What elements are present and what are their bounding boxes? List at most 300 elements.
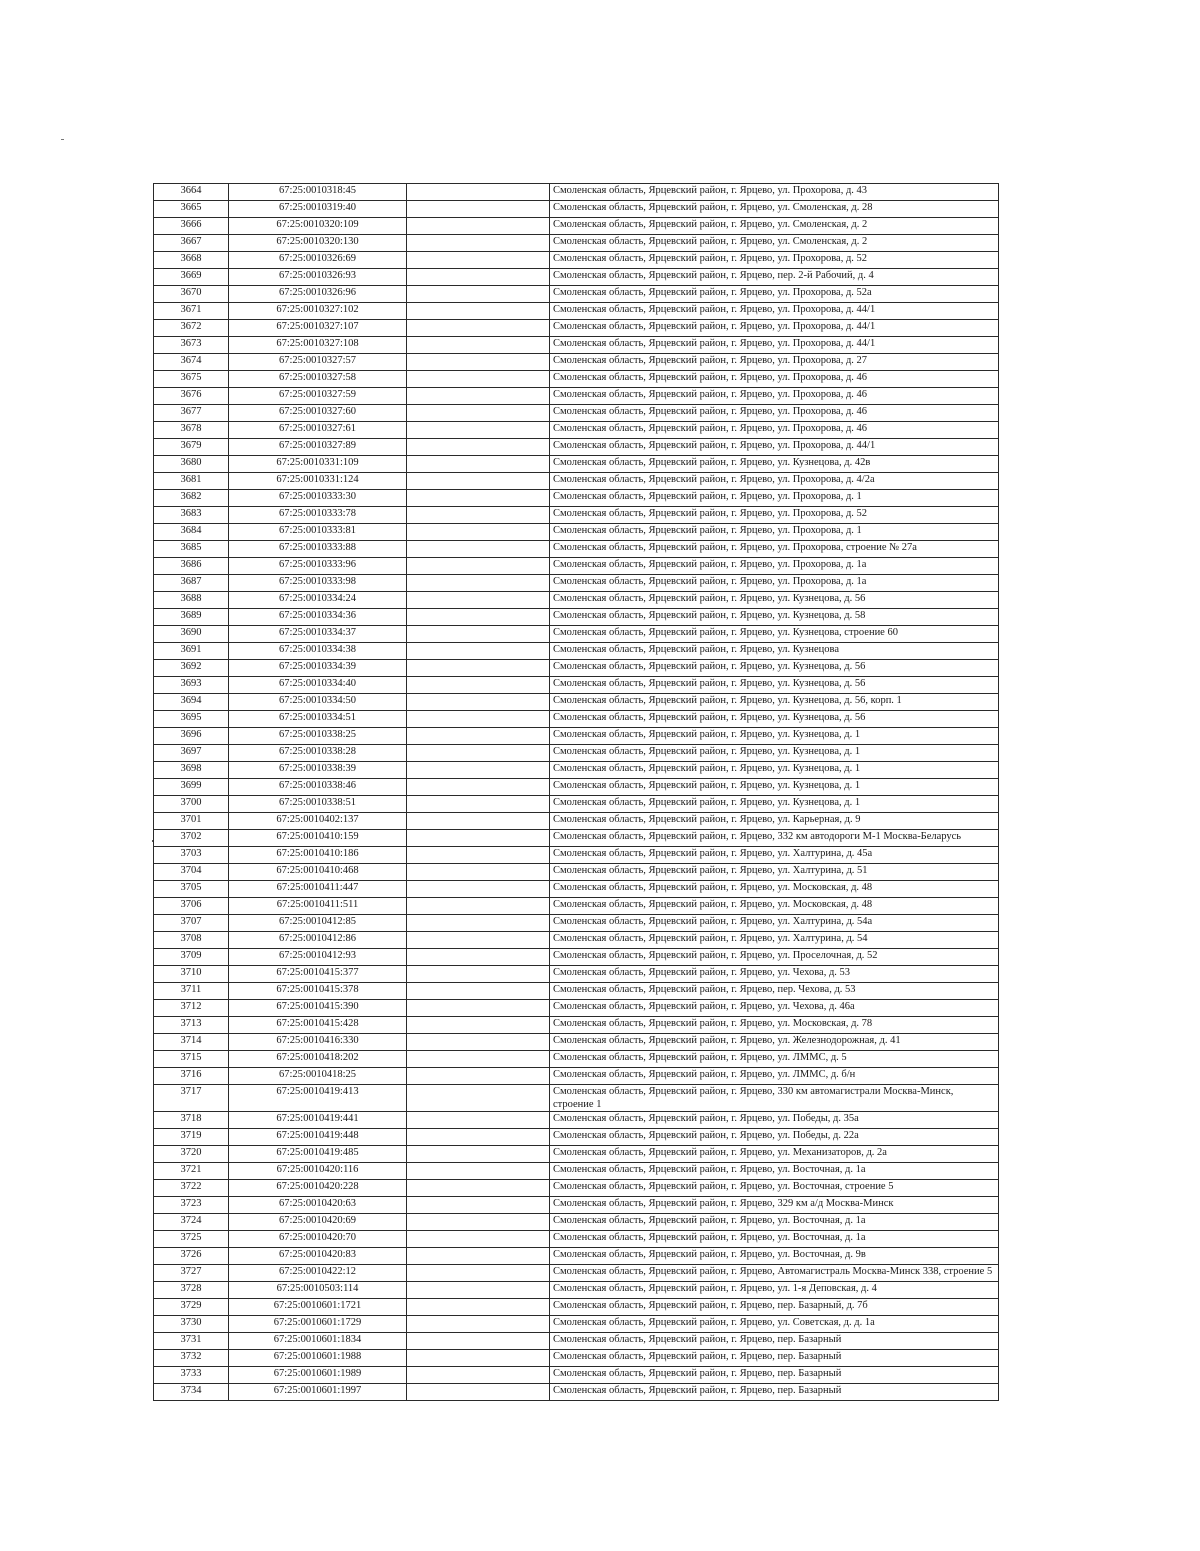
empty-cell xyxy=(407,490,550,507)
cadastral-number-cell: 67:25:0010420:116 xyxy=(229,1163,407,1180)
address-cell: Смоленская область, Ярцевский район, г. Ярцево, ул. Восточная, д. 1а xyxy=(550,1231,999,1248)
empty-cell xyxy=(407,932,550,949)
address-cell: Смоленская область, Ярцевский район, г. Ярцево, ул. Прохорова, д. 52 xyxy=(550,507,999,524)
table-row xyxy=(154,762,999,779)
row-number-cell: 3717 xyxy=(154,1085,229,1112)
empty-cell xyxy=(407,405,550,422)
cadastral-number-cell: 67:25:0010334:39 xyxy=(229,660,407,677)
empty-cell xyxy=(407,677,550,694)
table-row xyxy=(154,507,999,524)
table-row xyxy=(154,1367,999,1384)
table-row xyxy=(154,1068,999,1085)
address-cell: Смоленская область, Ярцевский район, г. Ярцево, ул. Прохорова, д. 46 xyxy=(550,371,999,388)
cadastral-number-cell: 67:25:0010333:78 xyxy=(229,507,407,524)
empty-cell xyxy=(407,1197,550,1214)
address-cell: Смоленская область, Ярцевский район, г. Ярцево, ул. Прохорова, д. 46 xyxy=(550,405,999,422)
cadastral-number-cell: 67:25:0010326:93 xyxy=(229,269,407,286)
table-row xyxy=(154,915,999,932)
cadastral-number-cell: 67:25:0010601:1729 xyxy=(229,1316,407,1333)
row-number-cell: 3698 xyxy=(154,762,229,779)
empty-cell xyxy=(407,1231,550,1248)
row-number-cell: 3669 xyxy=(154,269,229,286)
cadastral-number-cell: 67:25:0010327:57 xyxy=(229,354,407,371)
cadastral-number-cell: 67:25:0010333:98 xyxy=(229,575,407,592)
cadastral-number-cell: 67:25:0010327:61 xyxy=(229,422,407,439)
address-cell: Смоленская область, Ярцевский район, г. Ярцево, ул. Кузнецова, д. 56 xyxy=(550,711,999,728)
address-cell: Смоленская область, Ярцевский район, г. Ярцево, ул. Московская, д. 78 xyxy=(550,1017,999,1034)
address-cell: Смоленская область, Ярцевский район, г. Ярцево, пер. Базарный xyxy=(550,1384,999,1401)
table-row xyxy=(154,303,999,320)
empty-cell xyxy=(407,422,550,439)
table-row xyxy=(154,830,999,847)
table-row xyxy=(154,796,999,813)
cadastral-number-cell: 67:25:0010419:485 xyxy=(229,1146,407,1163)
empty-cell xyxy=(407,1384,550,1401)
row-number-cell: 3665 xyxy=(154,201,229,218)
address-cell: Смоленская область, Ярцевский район, г. Ярцево, ул. Прохорова, д. 1а xyxy=(550,558,999,575)
row-number-cell: 3689 xyxy=(154,609,229,626)
table-row xyxy=(154,677,999,694)
cadastral-number-cell: 67:25:0010334:38 xyxy=(229,643,407,660)
empty-cell xyxy=(407,1163,550,1180)
cadastral-number-cell: 67:25:0010331:109 xyxy=(229,456,407,473)
cadastral-number-cell: 67:25:0010318:45 xyxy=(229,184,407,201)
address-cell: Смоленская область, Ярцевский район, г. Ярцево, ул. Прохорова, д. 46 xyxy=(550,422,999,439)
address-cell: Смоленская область, Ярцевский район, г. Ярцево, 329 км а/д Москва-Минск xyxy=(550,1197,999,1214)
address-cell: Смоленская область, Ярцевский район, г. Ярцево, ул. Кузнецова, д. 1 xyxy=(550,796,999,813)
table-row xyxy=(154,490,999,507)
empty-cell xyxy=(407,983,550,1000)
empty-cell xyxy=(407,745,550,762)
address-cell: Смоленская область, Ярцевский район, г. Ярцево, ул. Восточная, д. 1а xyxy=(550,1214,999,1231)
address-cell: Смоленская область, Ярцевский район, г. Ярцево, ул. Кузнецова, д. 1 xyxy=(550,745,999,762)
empty-cell xyxy=(407,762,550,779)
table-row xyxy=(154,1051,999,1068)
address-cell: Смоленская область, Ярцевский район, г. Ярцево, ул. ЛММС, д. 5 xyxy=(550,1051,999,1068)
cadastral-number-cell: 67:25:0010338:28 xyxy=(229,745,407,762)
address-cell: Смоленская область, Ярцевский район, г. Ярцево, ул. Кузнецова, д. 56 xyxy=(550,677,999,694)
row-number-cell: 3704 xyxy=(154,864,229,881)
empty-cell xyxy=(407,286,550,303)
row-number-cell: 3676 xyxy=(154,388,229,405)
empty-cell xyxy=(407,252,550,269)
cadastral-number-cell: 67:25:0010503:114 xyxy=(229,1282,407,1299)
table-row xyxy=(154,1384,999,1401)
cadastral-number-cell: 67:25:0010334:51 xyxy=(229,711,407,728)
address-cell: Смоленская область, Ярцевский район, г. Ярцево, ул. Кузнецова, строение 60 xyxy=(550,626,999,643)
cadastral-number-cell: 67:25:0010416:330 xyxy=(229,1034,407,1051)
address-cell: Смоленская область, Ярцевский район, г. Ярцево, ул. Победы, д. 22а xyxy=(550,1129,999,1146)
address-cell: Смоленская область, Ярцевский район, г. Ярцево, ул. Механизаторов, д. 2а xyxy=(550,1146,999,1163)
row-number-cell: 3706 xyxy=(154,898,229,915)
row-number-cell: 3731 xyxy=(154,1333,229,1350)
table-body xyxy=(154,184,999,1401)
row-number-cell: 3712 xyxy=(154,1000,229,1017)
cadastral-number-cell: 67:25:0010327:60 xyxy=(229,405,407,422)
address-cell: Смоленская область, Ярцевский район, г. Ярцево, ул. Смоленская, д. 28 xyxy=(550,201,999,218)
address-cell: Смоленская область, Ярцевский район, г. Ярцево, ул. Смоленская, д. 2 xyxy=(550,218,999,235)
empty-cell xyxy=(407,915,550,932)
row-number-cell: 3722 xyxy=(154,1180,229,1197)
address-cell: Смоленская область, Ярцевский район, г. Ярцево, ул. Восточная, д. 1а xyxy=(550,1163,999,1180)
address-cell: Смоленская область, Ярцевский район, г. Ярцево, ул. Прохорова, д. 52а xyxy=(550,286,999,303)
cadastral-number-cell: 67:25:0010333:96 xyxy=(229,558,407,575)
row-number-cell: 3710 xyxy=(154,966,229,983)
cadastral-number-cell: 67:25:0010338:39 xyxy=(229,762,407,779)
row-number-cell: 3730 xyxy=(154,1316,229,1333)
cadastral-number-cell: 67:25:0010338:51 xyxy=(229,796,407,813)
empty-cell xyxy=(407,1000,550,1017)
empty-cell xyxy=(407,1017,550,1034)
address-cell: Смоленская область, Ярцевский район, г. Ярцево, ул. Халтурина, д. 54 xyxy=(550,932,999,949)
address-cell: Смоленская область, Ярцевский район, г. Ярцево, ул. Прохорова, д. 44/1 xyxy=(550,303,999,320)
cadastral-number-cell: 67:25:0010411:447 xyxy=(229,881,407,898)
row-number-cell: 3685 xyxy=(154,541,229,558)
empty-cell xyxy=(407,643,550,660)
row-number-cell: 3732 xyxy=(154,1350,229,1367)
cadastral-number-cell: 67:25:0010420:69 xyxy=(229,1214,407,1231)
row-number-cell: 3695 xyxy=(154,711,229,728)
address-cell: Смоленская область, Ярцевский район, г. Ярцево, ул. Прохорова, д. 44/1 xyxy=(550,439,999,456)
address-cell: Смоленская область, Ярцевский район, г. Ярцево, ул. Прохорова, д. 52 xyxy=(550,252,999,269)
table-row xyxy=(154,473,999,490)
table-row xyxy=(154,1197,999,1214)
empty-cell xyxy=(407,337,550,354)
table-row xyxy=(154,711,999,728)
empty-cell xyxy=(407,524,550,541)
cadastral-number-cell: 67:25:0010334:37 xyxy=(229,626,407,643)
row-number-cell: 3714 xyxy=(154,1034,229,1051)
address-cell: Смоленская область, Ярцевский район, г. Ярцево, пер. 2-й Рабочий, д. 4 xyxy=(550,269,999,286)
table-row xyxy=(154,1112,999,1129)
row-number-cell: 3705 xyxy=(154,881,229,898)
row-number-cell: 3667 xyxy=(154,235,229,252)
cadastral-number-cell: 67:25:0010420:63 xyxy=(229,1197,407,1214)
address-cell: Смоленская область, Ярцевский район, г. Ярцево, ул. Чехова, д. 53 xyxy=(550,966,999,983)
row-number-cell: 3701 xyxy=(154,813,229,830)
cadastral-number-cell: 67:25:0010334:36 xyxy=(229,609,407,626)
table-row xyxy=(154,1248,999,1265)
cadastral-number-cell: 67:25:0010420:70 xyxy=(229,1231,407,1248)
address-cell: Смоленская область, Ярцевский район, г. Ярцево, ул. Железнодорожная, д. 41 xyxy=(550,1034,999,1051)
row-number-cell: 3680 xyxy=(154,456,229,473)
empty-cell xyxy=(407,1068,550,1085)
empty-cell xyxy=(407,694,550,711)
row-number-cell: 3682 xyxy=(154,490,229,507)
table-row xyxy=(154,966,999,983)
row-number-cell: 3683 xyxy=(154,507,229,524)
address-cell: Смоленская область, Ярцевский район, г. Ярцево, ул. Прохорова, д. 4/2а xyxy=(550,473,999,490)
empty-cell xyxy=(407,1112,550,1129)
empty-cell xyxy=(407,541,550,558)
table-row xyxy=(154,184,999,201)
row-number-cell: 3692 xyxy=(154,660,229,677)
cadastral-number-cell: 67:25:0010419:413 xyxy=(229,1085,407,1112)
address-cell: Смоленская область, Ярцевский район, г. Ярцево, ул. Московская, д. 48 xyxy=(550,898,999,915)
cadastral-number-cell: 67:25:0010338:46 xyxy=(229,779,407,796)
address-cell: Смоленская область, Ярцевский район, г. Ярцево, пер. Базарный xyxy=(550,1350,999,1367)
cadastral-number-cell: 67:25:0010333:88 xyxy=(229,541,407,558)
cadastral-number-cell: 67:25:0010338:25 xyxy=(229,728,407,745)
row-number-cell: 3733 xyxy=(154,1367,229,1384)
address-cell: Смоленская область, Ярцевский район, г. Ярцево, ул. ЛММС, д. б/н xyxy=(550,1068,999,1085)
empty-cell xyxy=(407,507,550,524)
table-row xyxy=(154,1085,999,1112)
empty-cell xyxy=(407,592,550,609)
address-cell: Смоленская область, Ярцевский район, г. Ярцево, ул. Кузнецова, д. 1 xyxy=(550,762,999,779)
cadastral-number-cell: 67:25:0010415:378 xyxy=(229,983,407,1000)
cadastral-number-cell: 67:25:0010410:186 xyxy=(229,847,407,864)
cadastral-number-cell: 67:25:0010327:59 xyxy=(229,388,407,405)
empty-cell xyxy=(407,864,550,881)
row-number-cell: 3686 xyxy=(154,558,229,575)
table-row xyxy=(154,1163,999,1180)
empty-cell xyxy=(407,1333,550,1350)
row-number-cell: 3702 xyxy=(154,830,229,847)
empty-cell xyxy=(407,626,550,643)
row-number-cell: 3694 xyxy=(154,694,229,711)
address-cell: Смоленская область, Ярцевский район, г. Ярцево, ул. Прохорова, д. 43 xyxy=(550,184,999,201)
cadastral-number-cell: 67:25:0010319:40 xyxy=(229,201,407,218)
address-cell: Смоленская область, Ярцевский район, г. Ярцево, ул. Прохорова, д. 1 xyxy=(550,524,999,541)
empty-cell xyxy=(407,269,550,286)
row-number-cell: 3720 xyxy=(154,1146,229,1163)
address-cell: Смоленская область, Ярцевский район, г. Ярцево, ул. Прохорова, д. 46 xyxy=(550,388,999,405)
table-row xyxy=(154,660,999,677)
address-cell: Смоленская область, Ярцевский район, г. Ярцево, ул. Прохорова, д. 44/1 xyxy=(550,337,999,354)
table-row xyxy=(154,201,999,218)
address-cell: Смоленская область, Ярцевский район, г. Ярцево, ул. Кузнецова, д. 56 xyxy=(550,660,999,677)
row-number-cell: 3696 xyxy=(154,728,229,745)
empty-cell xyxy=(407,1248,550,1265)
table-row xyxy=(154,609,999,626)
row-number-cell: 3721 xyxy=(154,1163,229,1180)
empty-cell xyxy=(407,813,550,830)
table-row xyxy=(154,1034,999,1051)
cadastral-number-cell: 67:25:0010415:377 xyxy=(229,966,407,983)
table-row xyxy=(154,847,999,864)
empty-cell xyxy=(407,949,550,966)
row-number-cell: 3724 xyxy=(154,1214,229,1231)
cadastral-number-cell: 67:25:0010334:50 xyxy=(229,694,407,711)
cadastral-number-cell: 67:25:0010320:130 xyxy=(229,235,407,252)
table-row xyxy=(154,456,999,473)
table-row xyxy=(154,1129,999,1146)
row-number-cell: 3729 xyxy=(154,1299,229,1316)
cadastral-number-cell: 67:25:0010333:81 xyxy=(229,524,407,541)
row-number-cell: 3670 xyxy=(154,286,229,303)
row-number-cell: 3734 xyxy=(154,1384,229,1401)
address-cell: Смоленская область, Ярцевский район, г. Ярцево, ул. Смоленская, д. 2 xyxy=(550,235,999,252)
address-cell: Смоленская область, Ярцевский район, г. Ярцево, ул. Советская, д. д. 1а xyxy=(550,1316,999,1333)
empty-cell xyxy=(407,1085,550,1112)
empty-cell xyxy=(407,1265,550,1282)
cadastral-number-cell: 67:25:0010411:511 xyxy=(229,898,407,915)
table-row xyxy=(154,983,999,1000)
empty-cell xyxy=(407,881,550,898)
table-row xyxy=(154,881,999,898)
row-number-cell: 3668 xyxy=(154,252,229,269)
row-number-cell: 3723 xyxy=(154,1197,229,1214)
cadastral-number-cell: 67:25:0010419:448 xyxy=(229,1129,407,1146)
row-number-cell: 3664 xyxy=(154,184,229,201)
row-number-cell: 3697 xyxy=(154,745,229,762)
table-row xyxy=(154,1146,999,1163)
table-row xyxy=(154,898,999,915)
row-number-cell: 3716 xyxy=(154,1068,229,1085)
empty-cell xyxy=(407,201,550,218)
row-number-cell: 3693 xyxy=(154,677,229,694)
table-row xyxy=(154,524,999,541)
address-cell: Смоленская область, Ярцевский район, г. Ярцево, ул. Кузнецова, д. 42в xyxy=(550,456,999,473)
address-cell: Смоленская область, Ярцевский район, г. Ярцево, ул. Кузнецова, д. 56, корп. 1 xyxy=(550,694,999,711)
cadastral-number-cell: 67:25:0010327:108 xyxy=(229,337,407,354)
address-cell: Смоленская область, Ярцевский район, г. Ярцево, Автомагистраль Москва-Минск 338, строение 5 xyxy=(550,1265,999,1282)
row-number-cell: 3687 xyxy=(154,575,229,592)
address-cell: Смоленская область, Ярцевский район, г. Ярцево, ул. Кузнецова xyxy=(550,643,999,660)
row-number-cell: 3719 xyxy=(154,1129,229,1146)
row-number-cell: 3711 xyxy=(154,983,229,1000)
table-row xyxy=(154,592,999,609)
cadastral-number-cell: 67:25:0010601:1988 xyxy=(229,1350,407,1367)
cadastral-number-cell: 67:25:0010327:102 xyxy=(229,303,407,320)
table-row xyxy=(154,1180,999,1197)
address-cell: Смоленская область, Ярцевский район, г. Ярцево, ул. Чехова, д. 46а xyxy=(550,1000,999,1017)
table-row xyxy=(154,626,999,643)
row-number-cell: 3728 xyxy=(154,1282,229,1299)
row-number-cell: 3727 xyxy=(154,1265,229,1282)
cadastral-number-cell: 67:25:0010601:1721 xyxy=(229,1299,407,1316)
row-number-cell: 3671 xyxy=(154,303,229,320)
empty-cell xyxy=(407,1129,550,1146)
table-row xyxy=(154,1265,999,1282)
cadastral-number-cell: 67:25:0010326:69 xyxy=(229,252,407,269)
table-row xyxy=(154,439,999,456)
row-number-cell: 3703 xyxy=(154,847,229,864)
empty-cell xyxy=(407,1282,550,1299)
cadastral-number-cell: 67:25:0010601:1834 xyxy=(229,1333,407,1350)
table-row xyxy=(154,728,999,745)
address-cell: Смоленская область, Ярцевский район, г. Ярцево, ул. Проселочная, д. 52 xyxy=(550,949,999,966)
empty-cell xyxy=(407,1214,550,1231)
cadastral-number-cell: 67:25:0010327:58 xyxy=(229,371,407,388)
empty-cell xyxy=(407,847,550,864)
empty-cell xyxy=(407,371,550,388)
table-row xyxy=(154,320,999,337)
empty-cell xyxy=(407,1034,550,1051)
address-cell: Смоленская область, Ярцевский район, г. Ярцево, ул. Халтурина, д. 45а xyxy=(550,847,999,864)
empty-cell xyxy=(407,609,550,626)
scan-speck xyxy=(61,139,64,140)
row-number-cell: 3690 xyxy=(154,626,229,643)
address-cell: Смоленская область, Ярцевский район, г. Ярцево, ул. Халтурина, д. 51 xyxy=(550,864,999,881)
table-row xyxy=(154,949,999,966)
empty-cell xyxy=(407,796,550,813)
address-cell: Смоленская область, Ярцевский район, г. Ярцево, ул. Восточная, д. 9в xyxy=(550,1248,999,1265)
table-row xyxy=(154,1017,999,1034)
row-number-cell: 3713 xyxy=(154,1017,229,1034)
table-row xyxy=(154,558,999,575)
table-row xyxy=(154,235,999,252)
empty-cell xyxy=(407,1180,550,1197)
cadastral-number-cell: 67:25:0010334:40 xyxy=(229,677,407,694)
cadastral-number-cell: 67:25:0010418:202 xyxy=(229,1051,407,1068)
empty-cell xyxy=(407,830,550,847)
cadastral-number-cell: 67:25:0010601:1989 xyxy=(229,1367,407,1384)
row-number-cell: 3707 xyxy=(154,915,229,932)
empty-cell xyxy=(407,1051,550,1068)
address-cell: Смоленская область, Ярцевский район, г. Ярцево, пер. Базарный xyxy=(550,1367,999,1384)
empty-cell xyxy=(407,966,550,983)
cadastral-number-cell: 67:25:0010410:159 xyxy=(229,830,407,847)
cadastral-number-cell: 67:25:0010410:468 xyxy=(229,864,407,881)
row-number-cell: 3708 xyxy=(154,932,229,949)
row-number-cell: 3673 xyxy=(154,337,229,354)
row-number-cell: 3677 xyxy=(154,405,229,422)
table-row xyxy=(154,354,999,371)
table-row xyxy=(154,1333,999,1350)
table-row xyxy=(154,779,999,796)
empty-cell xyxy=(407,1299,550,1316)
table-row xyxy=(154,643,999,660)
empty-cell xyxy=(407,439,550,456)
table-row xyxy=(154,1316,999,1333)
cadastral-number-cell: 67:25:0010418:25 xyxy=(229,1068,407,1085)
empty-cell xyxy=(407,711,550,728)
empty-cell xyxy=(407,456,550,473)
table-row xyxy=(154,1214,999,1231)
cadastral-number-cell: 67:25:0010334:24 xyxy=(229,592,407,609)
table-row xyxy=(154,541,999,558)
cadastral-number-cell: 67:25:0010333:30 xyxy=(229,490,407,507)
table-row xyxy=(154,694,999,711)
cadastral-number-cell: 67:25:0010420:228 xyxy=(229,1180,407,1197)
row-number-cell: 3679 xyxy=(154,439,229,456)
cadastral-number-cell: 67:25:0010327:107 xyxy=(229,320,407,337)
empty-cell xyxy=(407,779,550,796)
cadastral-number-cell: 67:25:0010412:85 xyxy=(229,915,407,932)
table-row xyxy=(154,337,999,354)
address-cell: Смоленская область, Ярцевский район, г. Ярцево, ул. Карьерная, д. 9 xyxy=(550,813,999,830)
table-row xyxy=(154,932,999,949)
row-number-cell: 3678 xyxy=(154,422,229,439)
address-cell: Смоленская область, Ярцевский район, г. Ярцево, ул. Кузнецова, д. 56 xyxy=(550,592,999,609)
empty-cell xyxy=(407,1316,550,1333)
table-row xyxy=(154,252,999,269)
empty-cell xyxy=(407,218,550,235)
address-cell: Смоленская область, Ярцевский район, г. Ярцево, ул. Халтурина, д. 54а xyxy=(550,915,999,932)
empty-cell xyxy=(407,473,550,490)
empty-cell xyxy=(407,660,550,677)
address-cell: Смоленская область, Ярцевский район, г. Ярцево, ул. Кузнецова, д. 1 xyxy=(550,728,999,745)
empty-cell xyxy=(407,558,550,575)
address-cell: Смоленская область, Ярцевский район, г. Ярцево, ул. Победы, д. 35а xyxy=(550,1112,999,1129)
cadastral-number-cell: 67:25:0010402:137 xyxy=(229,813,407,830)
table-row xyxy=(154,1350,999,1367)
address-cell: Смоленская область, Ярцевский район, г. Ярцево, пер. Базарный, д. 7б xyxy=(550,1299,999,1316)
empty-cell xyxy=(407,354,550,371)
row-number-cell: 3674 xyxy=(154,354,229,371)
cadastral-number-cell: 67:25:0010412:93 xyxy=(229,949,407,966)
row-number-cell: 3672 xyxy=(154,320,229,337)
empty-cell xyxy=(407,1350,550,1367)
address-cell: Смоленская область, Ярцевский район, г. Ярцево, ул. Московская, д. 48 xyxy=(550,881,999,898)
cadastral-number-cell: 67:25:0010419:441 xyxy=(229,1112,407,1129)
row-number-cell: 3709 xyxy=(154,949,229,966)
cadastral-number-cell: 67:25:0010422:12 xyxy=(229,1265,407,1282)
empty-cell xyxy=(407,1146,550,1163)
row-number-cell: 3700 xyxy=(154,796,229,813)
